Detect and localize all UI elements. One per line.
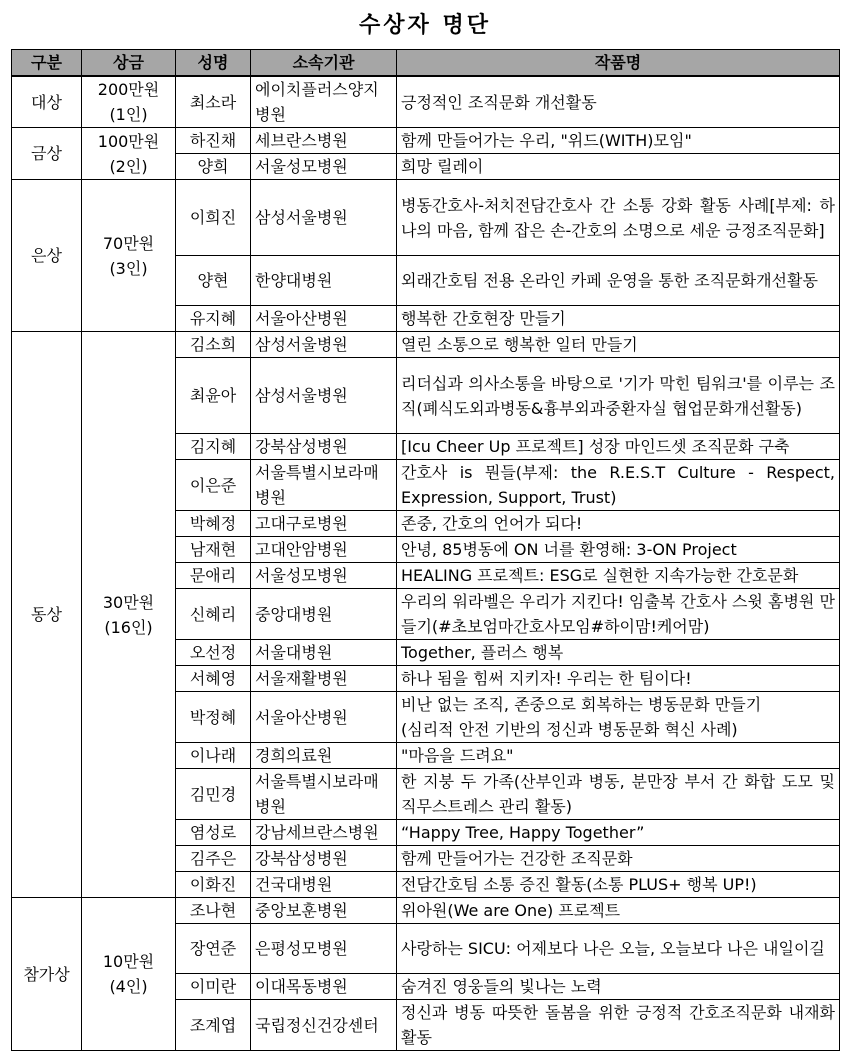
work-title: 전담간호팀 소통 증진 활동(소통 PLUS+ 행복 UP!) <box>397 872 840 898</box>
award-category-cell: 동상 <box>12 332 82 898</box>
winner-name: 이은준 <box>176 460 251 511</box>
winner-organization: 서울재활병원 <box>251 666 397 692</box>
work-title: 숨겨진 영웅들의 빛나는 노력 <box>397 974 840 1000</box>
winner-count: (1인) <box>109 105 148 124</box>
work-title: 함께 만들어가는 건강한 조직문화 <box>397 846 840 872</box>
prize-cell <box>82 332 176 898</box>
work-title: 우리의 워라벨은 우리가 지킨다! 임출복 간호사 스윗 홈병원 만들기(#초보엄마간호사모임#하이맘!케어맘) <box>397 589 840 640</box>
table-row <box>12 180 840 256</box>
work-title: 리더십과 의사소통을 바탕으로 '기가 막힌 팀워크'를 이루는 조직(폐식도외과병동&흉부외과중환자실 협업문화개선활동) <box>397 358 840 434</box>
table-row <box>12 76 840 128</box>
winner-name: 김소희 <box>176 332 251 358</box>
work-title: "마음을 드려요" <box>397 743 840 769</box>
award-category-cell: 금상 <box>12 128 82 180</box>
winner-name: 양현 <box>176 256 251 306</box>
winner-name: 김주은 <box>176 846 251 872</box>
winner-name: 박정혜 <box>176 692 251 743</box>
winner-organization: 서울성모병원 <box>251 563 397 589</box>
prize-amount: 70만원 <box>102 233 155 253</box>
prize-cell <box>82 76 176 128</box>
work-title: HEALING 프로젝트: ESG로 실현한 지속가능한 간호문화 <box>397 563 840 589</box>
winner-organization: 한양대병원 <box>251 256 397 306</box>
award-category-cell: 대상 <box>12 76 82 128</box>
winner-organization: 삼성서울병원 <box>251 332 397 358</box>
work-title: 외래간호팀 전용 온라인 카페 운영을 통한 조직문화개선활동 <box>397 256 840 306</box>
winner-organization: 세브란스병원 <box>251 128 397 154</box>
winner-organization: 서울대병원 <box>251 640 397 666</box>
winner-name: 김민경 <box>176 769 251 820</box>
work-title-line: 비난 없는 조직, 존중으로 회복하는 병동문화 만들기 <box>401 695 762 714</box>
winner-organization: 건국대병원 <box>251 872 397 898</box>
winner-organization: 강남세브란스병원 <box>251 820 397 846</box>
winner-organization: 은평성모병원 <box>251 924 397 974</box>
table-row <box>12 898 840 924</box>
winner-count: (2인) <box>109 156 148 176</box>
header-prize: 상금 <box>82 50 176 77</box>
work-title: 병동간호사-처치전담간호사 간 소통 강화 활동 사례[부제: 하나의 마음, 함께 잡은 손-간호의 소명으로 세운 긍정조직문화] <box>397 180 840 256</box>
prize-cell <box>82 128 176 180</box>
winner-organization: 서울아산병원 <box>251 692 397 743</box>
header-name: 성명 <box>176 50 251 77</box>
winner-count: (3인) <box>109 258 148 278</box>
winner-name: 이화진 <box>176 872 251 898</box>
work-title: Together, 플러스 행복 <box>397 640 840 666</box>
award-category-cell: 은상 <box>12 180 82 332</box>
winner-name: 조계엽 <box>176 1000 251 1051</box>
winner-organization: 이대목동병원 <box>251 974 397 1000</box>
winner-name: 이희진 <box>176 180 251 256</box>
winner-organization: 서울특별시보라매병원 <box>251 769 397 820</box>
winner-name: 염성로 <box>176 820 251 846</box>
winner-name: 장연준 <box>176 924 251 974</box>
winner-organization: 강북삼성병원 <box>251 846 397 872</box>
prize-amount: 10만원 <box>102 952 155 971</box>
work-title: 존중, 간호의 언어가 되다! <box>397 511 840 537</box>
winner-name: 최윤아 <box>176 358 251 434</box>
work-title: 열린 소통으로 행복한 일터 만들기 <box>397 332 840 358</box>
winner-name: 이미란 <box>176 974 251 1000</box>
work-title: 희망 릴레이 <box>397 154 840 180</box>
header-row <box>12 50 840 77</box>
work-title: 행복한 간호현장 만들기 <box>397 306 840 332</box>
work-title: 한 지붕 두 가족(산부인과 병동, 분만장 부서 간 화합 도모 및 직무스트레스 관리 활동) <box>397 769 840 820</box>
winner-organization: 중앙대병원 <box>251 589 397 640</box>
work-title: 정신과 병동 따뜻한 돌봄을 위한 긍정적 간호조직문화 내재화 활동 <box>397 1000 840 1051</box>
winner-organization: 국립정신건강센터 <box>251 1000 397 1051</box>
winner-name: 남재현 <box>176 537 251 563</box>
prize-amount: 30만원 <box>102 592 155 612</box>
prize-cell <box>82 898 176 1051</box>
winner-count: (4인) <box>109 977 148 996</box>
winner-organization: 서울특별시보라매병원 <box>251 460 397 511</box>
work-title: 함께 만들어가는 우리, "위드(WITH)모임" <box>397 128 840 154</box>
winner-name: 유지혜 <box>176 306 251 332</box>
header-category: 구분 <box>12 50 82 77</box>
document-title: 수상자 명단 <box>359 12 491 38</box>
winner-name: 조나현 <box>176 898 251 924</box>
prize-amount: 200만원 <box>97 80 160 99</box>
work-title: 안녕, 85병동에 ON 너를 환영해: 3-ON Project <box>397 537 840 563</box>
winner-name: 하진채 <box>176 128 251 154</box>
winner-organization: 고대구로병원 <box>251 511 397 537</box>
award-category-cell: 참가상 <box>12 898 82 1051</box>
prize-cell <box>82 180 176 332</box>
work-title: 하나 됨을 힘써 지키자! 우리는 한 팀이다! <box>397 666 840 692</box>
winner-name: 박혜정 <box>176 511 251 537</box>
winner-name: 이나래 <box>176 743 251 769</box>
winner-organization: 강북삼성병원 <box>251 434 397 460</box>
table-row <box>12 332 840 358</box>
winner-count: (16인) <box>104 617 153 637</box>
winner-name: 신혜리 <box>176 589 251 640</box>
work-title: “Happy Tree, Happy Together” <box>397 820 840 846</box>
winner-organization: 에이치플러스양지병원 <box>251 76 397 128</box>
winner-name: 양희 <box>176 154 251 180</box>
winner-organization: 중앙보훈병원 <box>251 898 397 924</box>
work-title <box>397 692 840 743</box>
work-subtitle-line: (심리적 안전 기반의 정신과 병동문화 혁신 사례) <box>401 720 738 739</box>
winner-organization: 삼성서울병원 <box>251 180 397 256</box>
winner-organization: 경희의료원 <box>251 743 397 769</box>
work-title: 간호사 is 뭔들(부제: the R.E.S.T Culture - Respect, Expression, Support, Trust) <box>397 460 840 511</box>
work-title: 사랑하는 SICU: 어제보다 나은 오늘, 오늘보다 나은 내일이길 <box>397 924 840 974</box>
winner-organization: 서울아산병원 <box>251 306 397 332</box>
work-title: 위아원(We are One) 프로젝트 <box>397 898 840 924</box>
winner-organization: 서울성모병원 <box>251 154 397 180</box>
header-organization: 소속기관 <box>251 50 397 77</box>
winner-name: 최소라 <box>176 76 251 128</box>
awards-table <box>11 49 840 1051</box>
winner-name: 오선정 <box>176 640 251 666</box>
winner-name: 서혜영 <box>176 666 251 692</box>
awards-table-body <box>12 76 840 1051</box>
winner-organization: 고대안암병원 <box>251 537 397 563</box>
winner-name: 문애리 <box>176 563 251 589</box>
winner-name: 김지혜 <box>176 434 251 460</box>
work-title: 긍정적인 조직문화 개선활동 <box>397 76 840 128</box>
work-title: [Icu Cheer Up 프로젝트] 성장 마인드셋 조직문화 구축 <box>397 434 840 460</box>
table-row <box>12 128 840 154</box>
winner-organization: 삼성서울병원 <box>251 358 397 434</box>
prize-amount: 100만원 <box>97 131 160 151</box>
header-work-title: 작품명 <box>397 50 840 77</box>
